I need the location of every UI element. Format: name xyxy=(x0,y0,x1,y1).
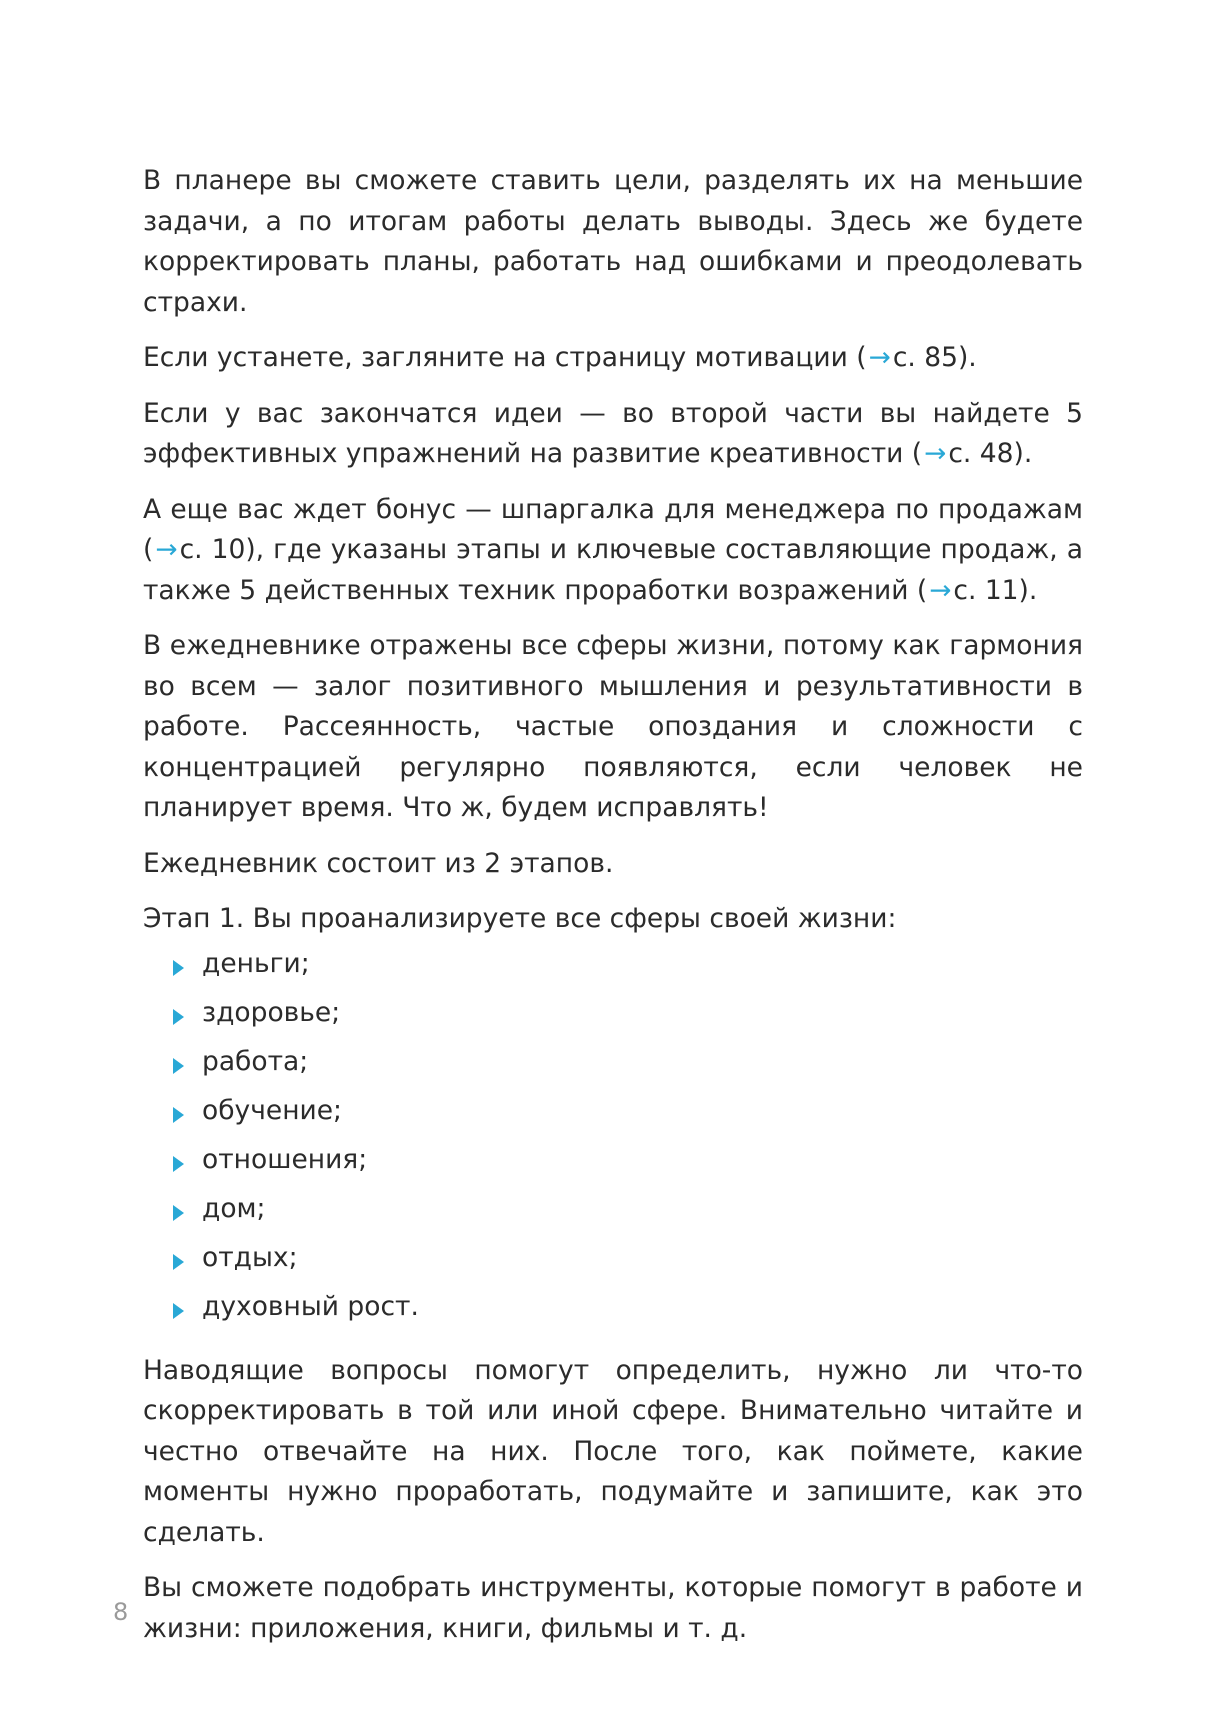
list-item xyxy=(143,944,1083,993)
list-item-label: деньги; xyxy=(202,947,310,979)
list-item-label: дом; xyxy=(202,1192,266,1224)
paragraph-text: Если у вас закончатся идеи — во второй части вы найдете 5 эффективных упражнений на развитие креативности ( xyxy=(143,397,1083,469)
paragraph-bonus xyxy=(143,490,1083,612)
paragraph-text: ). xyxy=(1018,574,1038,606)
paragraph-text: А еще вас ждет бонус — шпаргалка для менеджера по продажам ( xyxy=(143,493,1083,565)
list-item-label: духовный рост. xyxy=(202,1290,419,1322)
triangle-right-icon xyxy=(173,1254,184,1270)
list-item xyxy=(143,1287,1083,1336)
paragraph-text: ). xyxy=(957,342,977,373)
list-item-label: обучение; xyxy=(202,1094,342,1126)
page-reference-link[interactable]: с. 48 xyxy=(948,438,1014,469)
list-item xyxy=(143,1042,1083,1091)
triangle-right-icon xyxy=(173,1058,184,1074)
arrow-right-icon: → xyxy=(929,574,952,606)
page-number: 8 xyxy=(113,1598,129,1626)
list-item xyxy=(143,1189,1083,1238)
arrow-right-icon: → xyxy=(924,438,947,469)
paragraph-stages: Ежедневник состоит из 2 этапов. xyxy=(143,847,614,879)
paragraph-stage-one: Этап 1. Вы проанализируете все сферы своей жизни: xyxy=(143,903,897,934)
page-reference-link[interactable]: с. 11 xyxy=(953,574,1019,606)
list-item-label: отношения; xyxy=(202,1143,368,1175)
page-reference-link[interactable]: с. 10 xyxy=(179,534,246,565)
triangle-right-icon xyxy=(173,1107,184,1123)
list-item xyxy=(143,993,1083,1042)
paragraph-creativity xyxy=(143,394,1083,475)
page-reference-link[interactable]: с. 85 xyxy=(892,342,958,373)
list-item-label: работа; xyxy=(202,1045,309,1077)
paragraph-planner-goals: В планере вы сможете ставить цели, разделять их на меньшие задачи, а по итогам работы делать выводы. Здесь же будете корректировать планы, работать над ошибками и преодолевать страхи. xyxy=(143,165,1083,318)
life-spheres-list xyxy=(143,944,1083,1336)
triangle-right-icon xyxy=(173,960,184,976)
list-item xyxy=(143,1238,1083,1287)
paragraph-text: ), где указаны этапы и ключевые составляющие продаж, а также 5 действенных техник проработки возражений ( xyxy=(143,534,1084,606)
triangle-right-icon xyxy=(173,1009,184,1025)
paragraph-tools: Вы сможете подобрать инструменты, которые помогут в работе и жизни: приложения, книги, фильмы и т. д. xyxy=(143,1572,1083,1644)
paragraph-text: ). xyxy=(1013,438,1033,469)
list-item-label: отдых; xyxy=(202,1241,298,1273)
paragraph-life-spheres: В ежедневнике отражены все сферы жизни, потому как гармония во всем — залог позитивного мышления и результативности в работе. Рассеянность, частые опоздания и сложности с концентрацией регулярно появляются, если человек не планирует время. Что ж, будем исправлять! xyxy=(143,630,1083,823)
list-item-label: здоровье; xyxy=(202,996,341,1028)
paragraph-text: Если устанете, загляните на страницу мотивации ( xyxy=(143,342,867,373)
list-item xyxy=(143,1140,1083,1189)
list-item xyxy=(143,1091,1083,1140)
arrow-right-icon: → xyxy=(155,534,178,565)
document-body xyxy=(143,161,1083,1664)
triangle-right-icon xyxy=(173,1205,184,1221)
triangle-right-icon xyxy=(173,1156,184,1172)
paragraph-guiding-questions: Наводящие вопросы помогут определить, нужно ли что-то скорректировать в той или иной сфере. Внимательно читайте и честно отвечайте на них. После того, как поймете, какие моменты нужно проработать, подумайте и запишите, как это сделать. xyxy=(143,1354,1083,1548)
paragraph-motivation xyxy=(143,338,1083,379)
triangle-right-icon xyxy=(173,1303,184,1319)
arrow-right-icon: → xyxy=(868,342,891,373)
